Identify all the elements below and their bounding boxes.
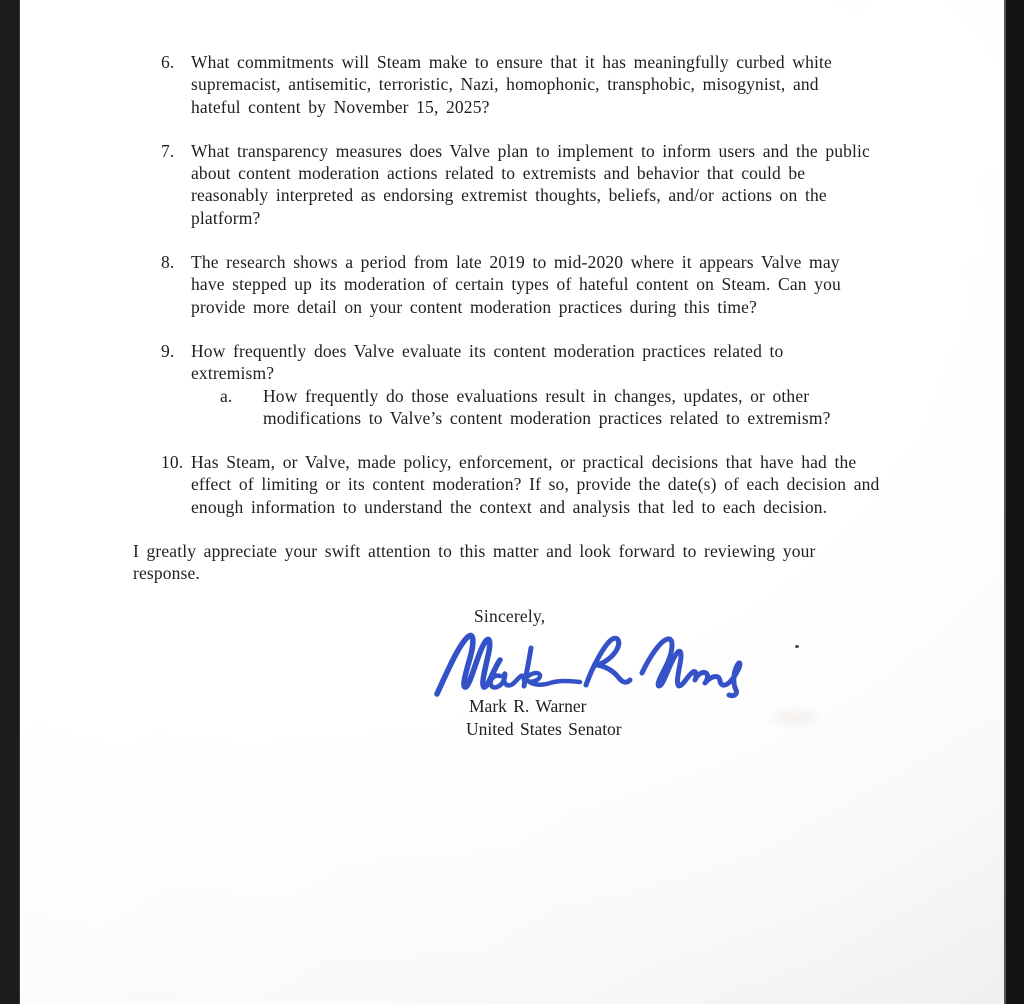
closing-paragraph [133, 540, 928, 585]
list-item-line: extremism? [191, 363, 275, 384]
list-item-line: hateful content by November 15, 2025? [191, 96, 490, 117]
stray-ink-dot [795, 645, 799, 648]
list-item-line: The research shows a period from late 2019 to mid-2020 where it appears Valve may [191, 252, 840, 273]
right-dark-edge [1004, 0, 1024, 1004]
list-item-7 [133, 140, 928, 229]
list-item-number: 6. [161, 52, 175, 72]
list-item-line: What transparency measures does Valve plan to implement to inform users and the public [191, 140, 870, 161]
list-item-line: about content moderation actions related to extremists and behavior that could be [191, 163, 806, 184]
scan-smudge [765, 705, 825, 731]
list-item-10 [133, 451, 928, 518]
signer-title: United States Senator [466, 719, 622, 739]
list-item-text [191, 340, 928, 429]
left-dark-edge [0, 0, 20, 1004]
list-item-line: Has Steam, or Valve, made policy, enforcement, or practical decisions that have had the [191, 452, 857, 473]
closing-line: response. [133, 563, 200, 584]
list-item-number: 10. [161, 452, 184, 473]
list-item-line: platform? [191, 207, 261, 228]
list-item-8 [133, 251, 928, 318]
signature-mark-r-warner-ink [434, 628, 746, 702]
list-item-line: modifications to Valve’s content moderation practices related to extremism? [263, 407, 831, 428]
closing-line: I greatly appreciate your swift attention to this matter and look forward to reviewing your [133, 541, 816, 562]
sub-list-item-a [191, 385, 928, 430]
signer-name: Mark R. Warner [469, 696, 587, 716]
list-item-number: 9. [161, 340, 175, 361]
list-item-line: supremacist, antisemitic, terroristic, Nazi, homophonic, transphobic, misogynist, and [191, 74, 819, 95]
list-item-line: reasonably interpreted as endorsing extremist thoughts, beliefs, and/or actions on the [191, 185, 827, 206]
letter-body [133, 51, 928, 585]
list-item-number: 8. [161, 252, 175, 273]
list-item-9 [133, 340, 928, 429]
sub-list-item-number: a. [220, 385, 233, 406]
list-item-6 [133, 51, 928, 118]
list-item-line: provide more detail on your content moderation practices during this time? [191, 296, 757, 317]
list-item-text [191, 251, 928, 318]
list-item-text [191, 451, 928, 518]
list-item-number: 7. [161, 140, 175, 161]
list-item-line: What commitments will Steam make to ensure that it has meaningfully curbed white [191, 52, 832, 72]
list-item-line: How frequently does Valve evaluate its content moderation practices related to [191, 340, 784, 361]
list-item-text [191, 140, 928, 229]
letter-page [20, 0, 1004, 1004]
list-item-line: How frequently do those evaluations result in changes, updates, or other [263, 385, 810, 406]
sub-list-item-text [263, 385, 928, 430]
list-item-line: have stepped up its moderation of certain types of hateful content on Steam. Can you [191, 274, 841, 295]
list-item-line: enough information to understand the context and analysis that led to each decision. [191, 496, 828, 517]
list-item-line: effect of limiting or its content moderation? If so, provide the date(s) of each decision and [191, 474, 880, 495]
list-item-text [191, 51, 928, 118]
salutation-sincerely: Sincerely, [474, 606, 546, 626]
